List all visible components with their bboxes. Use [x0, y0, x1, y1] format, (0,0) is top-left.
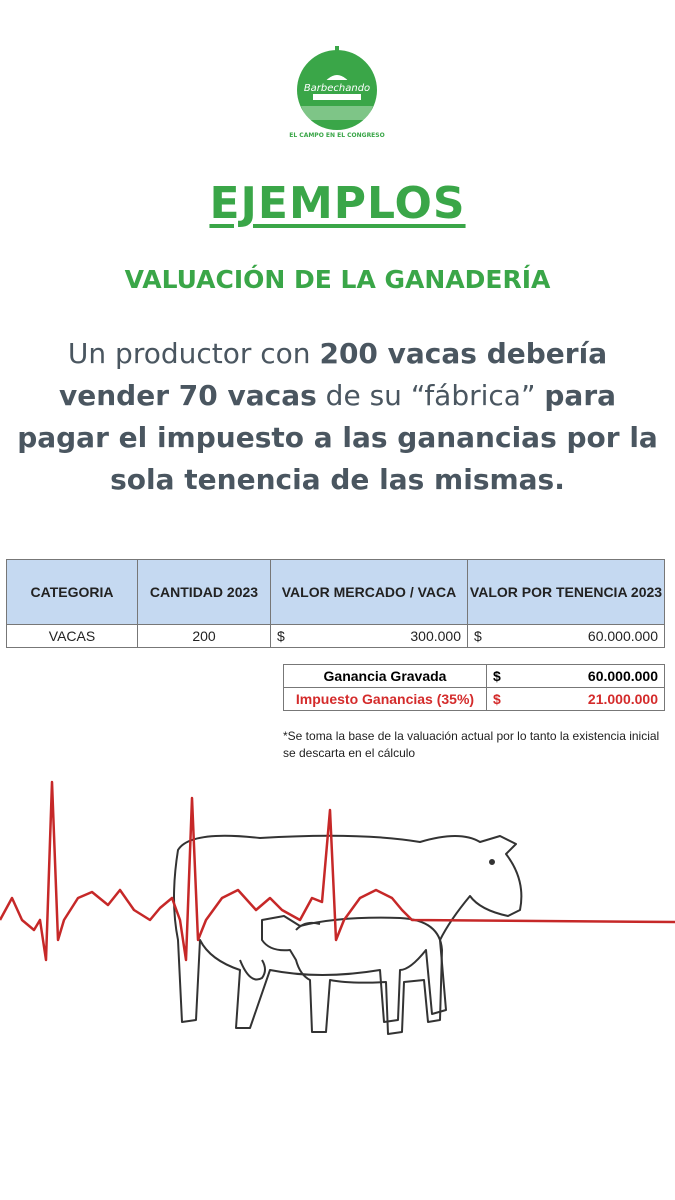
calf-drawing: [262, 916, 442, 1034]
cell-valor-mercado: [271, 625, 468, 648]
currency-symbol: $: [493, 668, 501, 684]
logo-name: Barbechando: [303, 83, 371, 94]
header-cantidad: CANTIDAD 2023: [138, 560, 271, 625]
currency-symbol: $: [474, 628, 482, 644]
impuesto-value: 21.000.000: [587, 691, 658, 707]
header-valor-mercado: VALOR MERCADO / VACA: [271, 560, 468, 625]
header-valor-tenencia: VALOR POR TENENCIA 2023: [468, 560, 665, 625]
heartbeat-line: [0, 782, 675, 960]
page-subtitle: VALUACIÓN DE LA GANADERÍA: [124, 265, 551, 294]
header-categoria: CATEGORIA: [7, 560, 138, 625]
table-row: [7, 625, 665, 648]
footnote: *Se toma la base de la valuación actual por lo tanto la existencia inicial se descarta en el cálculo: [283, 729, 660, 760]
lead-text-1: Un productor con: [67, 337, 320, 370]
lead-paragraph: [10, 333, 665, 501]
valor-tenencia-value: 60.000.000: [587, 628, 658, 644]
cell-valor-tenencia: [468, 625, 665, 648]
impuesto-cell: [487, 688, 665, 711]
cell-categoria: VACAS: [7, 625, 138, 648]
summary-row-impuesto: [284, 688, 665, 711]
valor-mercado-value: 300.000: [410, 628, 461, 644]
table-header-row: [7, 560, 665, 625]
impuesto-label: Impuesto Ganancias (35%): [284, 688, 487, 711]
cow-drawing: [174, 836, 521, 1028]
ganancia-label: Ganancia Gravada: [284, 665, 487, 688]
cell-cantidad: 200: [138, 625, 271, 648]
page-title: EJEMPLOS: [209, 178, 466, 229]
lead-text-2: de su “fábrica”: [316, 379, 545, 412]
logo-tagline: EL CAMPO EN EL CONGRESO: [289, 132, 385, 139]
cow-heartbeat-illustration: [0, 770, 675, 1070]
currency-symbol: $: [493, 691, 501, 707]
ganancia-cell: [487, 665, 665, 688]
ganancia-value: 60.000.000: [587, 668, 658, 684]
summary-row-ganancia: [284, 665, 665, 688]
summary-table: [283, 664, 665, 711]
barbechando-logo: [287, 40, 387, 140]
lead-bold-2: para pagar el impuesto a las ganancias por la sola tenencia de las mismas.: [17, 379, 658, 496]
valuation-table: [6, 559, 665, 648]
lead-bold-1: 200 vacas debería vender 70 vacas: [58, 337, 608, 412]
currency-symbol: $: [277, 628, 285, 644]
